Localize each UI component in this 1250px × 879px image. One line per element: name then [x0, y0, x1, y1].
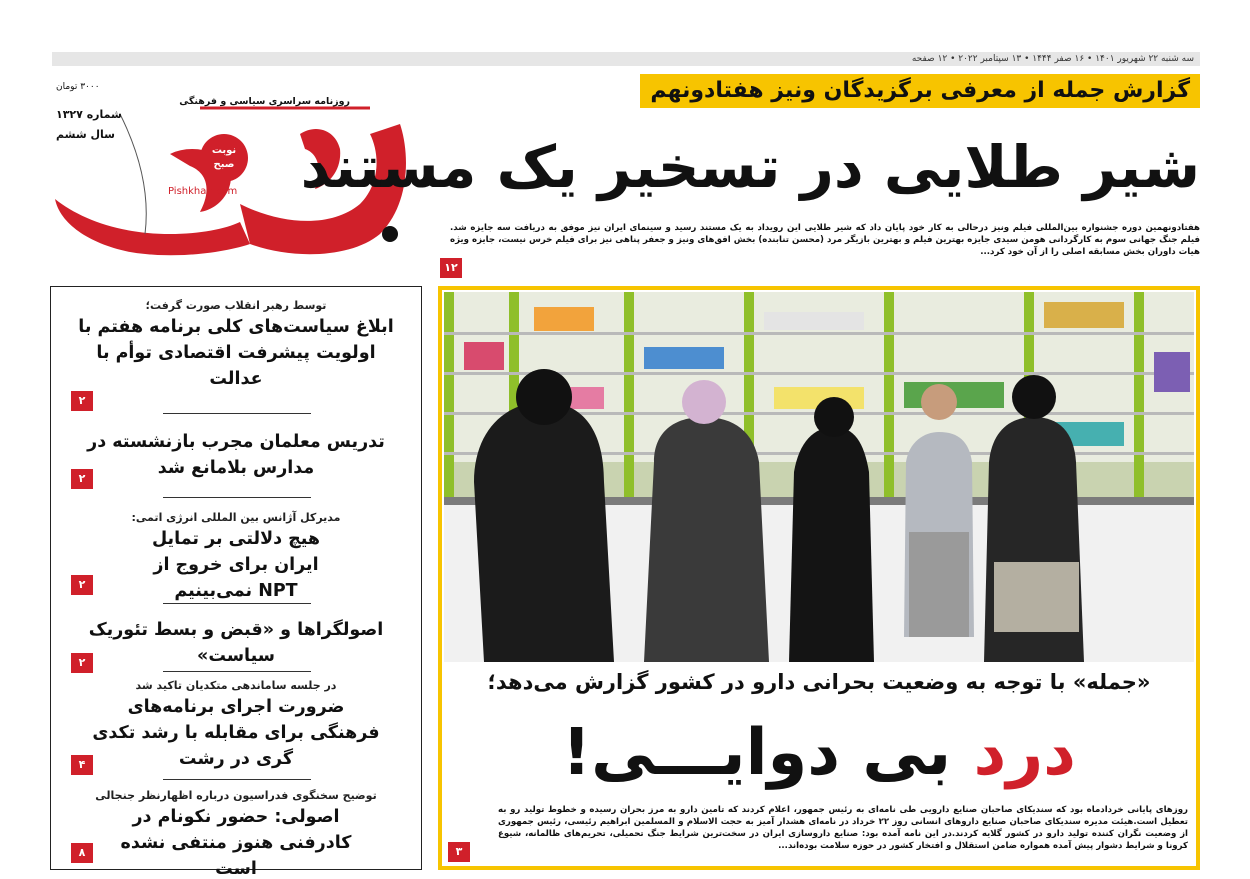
sidebar-item[interactable]: [51, 617, 421, 669]
pharmacy-photo: [444, 292, 1194, 662]
sidebar-divider: [163, 603, 311, 604]
top-story-title[interactable]: شیر طلایی در تسخیر یک مستند: [300, 133, 1200, 201]
feature-box: [438, 286, 1200, 870]
sidebar-item-headline: اصولی: حضور نکونام در کادرفنی هنوز منتفی نشده است: [120, 807, 352, 879]
sidebar-item[interactable]: [51, 679, 421, 772]
feature-headline-black: بی دوایـــی!: [561, 716, 952, 790]
sidebar-item-headline: ضرورت اجرای برنامه‌های فرهنگی برای مقابله با رشد تکدی گری در رشت: [92, 697, 380, 769]
news-sidebar: [50, 286, 422, 879]
sidebar-item[interactable]: [51, 789, 421, 879]
feature-headline-red: درد: [973, 716, 1077, 790]
tagline: روزنامه سراسری سیاسی و فرهنگی: [179, 96, 350, 107]
sidebar-page-badge: ۲: [71, 575, 93, 595]
sidebar-divider: [163, 413, 311, 414]
morning-edition-badge: نوبت صبح: [200, 134, 248, 182]
feature-story: روزهای پایانی خردادماه بود که سندیکای صاحبان صنایع دارویی طی نامه‌ای به رئیس جمهور، اعلام کردند که تامین دارو به مرز بحران رسیده و خطوط تولید رو به تعطیل است.هیئت مدیره سندیکای صاحبان صنایع داروهای انسانی روز ۲۲ خرداد در نامه‌ای هشدار آمیز به حجت الاسلام و المسلمین ابراهیم رئیسی، رئیس جمهوری از وضعیت نگران کننده تولید دارو در کشور گلایه کردند.در این نامه آمده بود: صنایع داروسازی ایران در سخت‌ترین شرایط جنگ تحمیلی، تحریم‌های ظالمانه، شیوع کرونا و شرایط دشوار پیش آمده همواره ضامن استقلال و افتخار کشور در حوزه سلامت بوده‌اند...: [498, 805, 1188, 851]
feature-headline[interactable]: [442, 708, 1196, 798]
sidebar-item[interactable]: [51, 511, 421, 604]
price: ۳۰۰۰ تومان: [56, 82, 100, 92]
sidebar-page-badge: ۲: [71, 653, 93, 673]
top-story-lead: هفتادونهمین دوره جشنواره بین‌المللی فیلم ونیز درحالی به کار خود پایان داد که شیر طلایی این رویداد به یک مستند رسید و سینمای ایران نیز موفق به دریافت سه جایزه شد. فیلم جنگ جهانی سوم به کارگردانی هومن سیدی جایزه بهترین فیلم و بهترین بازیگر مرد (محسن تنابنده) بخش افق‌های ونیز و جعفر پناهی نیز برای فیلم خرس نیست، جایزه ویژه هیات داوران بخش مسابقه اصلی را از آن خود کرد...: [450, 223, 1200, 257]
sidebar-page-badge: ۸: [71, 843, 93, 863]
sidebar-item[interactable]: [51, 429, 421, 481]
sidebar-item-pre: در جلسه ساماندهی متکدیان تاکید شد: [135, 679, 337, 692]
dateline: سه شنبه ۲۲ شهریور ۱۴۰۱ • ۱۶ صفر ۱۴۴۴ • ۱۳ سپتامبر ۲۰۲۲ • ۱۲ صفحه: [52, 52, 1200, 66]
sidebar-item-headline: هیچ دلالتی بر تمایل ایران برای خروج از NPT نمی‌بینیم: [151, 529, 321, 601]
sidebar-item-headline: اصولگراها و «قبض و بسط تئوریک سیاست»: [88, 620, 384, 666]
sidebar-item-pre: مدیرکل آژانس بین المللی انرژی اتمی:: [131, 511, 341, 524]
sidebar-item-headline: ابلاغ سیاست‌های کلی برنامه هفتم با اولویت پیشرفت اقتصادی توأم با عدالت: [78, 317, 394, 389]
sidebar-divider: [163, 671, 311, 672]
sidebar-item-pre: توسط رهبر انقلاب صورت گرفت؛: [145, 299, 327, 312]
sidebar-item-pre: توضیح سخنگوی فدراسیون درباره اظهارنظر جنجالی: [95, 789, 377, 802]
feature-sub-kicker: «جمله» با توجه به وضعیت بحرانی دارو در کشور گزارش می‌دهد؛: [487, 670, 1151, 694]
sidebar-page-badge: ۲: [71, 469, 93, 489]
feature-page-badge: ۳: [448, 842, 470, 862]
issue-number: شماره ۱۳۲۷: [56, 108, 122, 121]
sidebar-item-headline: تدریس معلمان مجرب بازنشسته در مدارس بلامانع شد: [87, 432, 385, 478]
publication-year: سال ششم: [56, 128, 115, 141]
top-story-page-badge: ۱۲: [440, 258, 462, 278]
sidebar-item[interactable]: [51, 299, 421, 392]
sidebar-divider: [163, 779, 311, 780]
sidebar-page-badge: ۲: [71, 391, 93, 411]
sidebar-page-badge: ۴: [71, 755, 93, 775]
top-story-kicker: گزارش جمله از معرفی برگزیدگان ونیز هفتادونهم: [640, 74, 1200, 108]
watermark-site: Pishkhan.com: [168, 186, 238, 197]
sidebar-divider: [163, 497, 311, 498]
